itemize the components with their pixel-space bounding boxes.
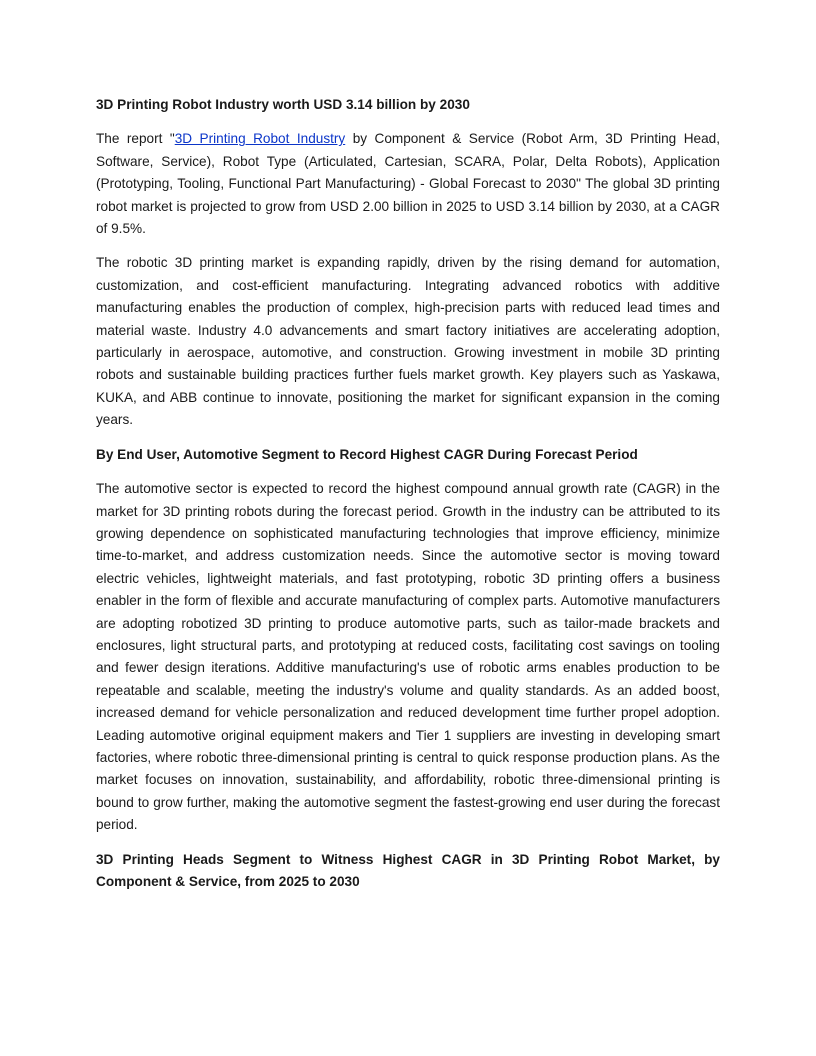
title-heading: 3D Printing Robot Industry worth USD 3.14 billion by 2030 (96, 97, 470, 112)
market-overview-paragraph: The robotic 3D printing market is expanding rapidly, driven by the rising demand for automation, customization, and cost-efficient manufacturing. Integrating advanced robotics with additive manufacturing enables the production of complex, high-precision parts with reduced lead times and material waste. Industry 4.0 advancements and smart factory initiatives are accelerating adoption, particularly in aerospace, automotive, and construction. Growing investment in mobile 3D printing robots and sustainable building practices further fuels market growth. Key players such as Yaskawa, KUKA, and ABB continue to innovate, positioning the market for significant expansion in the coming years. (96, 255, 720, 428)
automotive-paragraph: The automotive sector is expected to record the highest compound annual growth rate (CAGR) in the market for 3D printing robots during the forecast period. Growth in the industry can be attributed to its growing dependence on sophisticated manufacturing technologies that improve efficiency, minimize time-to-market, and address customization needs. Since the automotive sector is moving toward electric vehicles, lightweight materials, and fast prototyping, robotic 3D printing offers a business enabler in the form of flexible and accurate manufacturing of complex parts. Automotive manufacturers are adopting robotized 3D printing to produce automotive parts, such as tailor-made brackets and enclosures, light structural parts, and prototyping at reduced costs, facilitating cost savings on tooling and fewer design iterations. Additive manufacturing's use of robotic arms enables production to be repeatable and scalable, meeting the industry's volume and quality standards. As an added boost, increased demand for vehicle personalization and reduced development time further propel adoption. Leading automotive original equipment makers and Tier 1 suppliers are investing in developing smart factories, where robotic three-dimensional printing is central to quick response production plans. As the market focuses on innovation, sustainability, and affordability, robotic three-dimensional printing is bound to grow further, making the automotive segment the fastest-growing end user during the forecast period. (96, 481, 720, 833)
report-link[interactable]: 3D Printing Robot Industry (174, 131, 346, 147)
intro-suffix: by Component & Service (Robot Arm, 3D Printing Head, Software, Service), Robot Type (Articulated, Cartesian, SCARA, Polar, Delta Robots), Application (Prototyping, Tooling, Functional Part Manufacturing) - Global Forecast to 2030" The global 3D printing robot market is projected to grow from USD 2.00 billion in 2025 to USD 3.14 billion by 2030, at a CAGR of 9.5%. (96, 131, 720, 237)
end-user-heading: By End User, Automotive Segment to Record Highest CAGR During Forecast Period (96, 446, 638, 462)
printing-heads-heading: 3D Printing Heads Segment to Witness Highest CAGR in 3D Printing Robot Market, by Component & Service, from 2025 to 2030 (96, 851, 720, 889)
intro-prefix: The report " (96, 131, 175, 147)
document-page (96, 94, 720, 905)
intro-paragraph (96, 128, 720, 240)
